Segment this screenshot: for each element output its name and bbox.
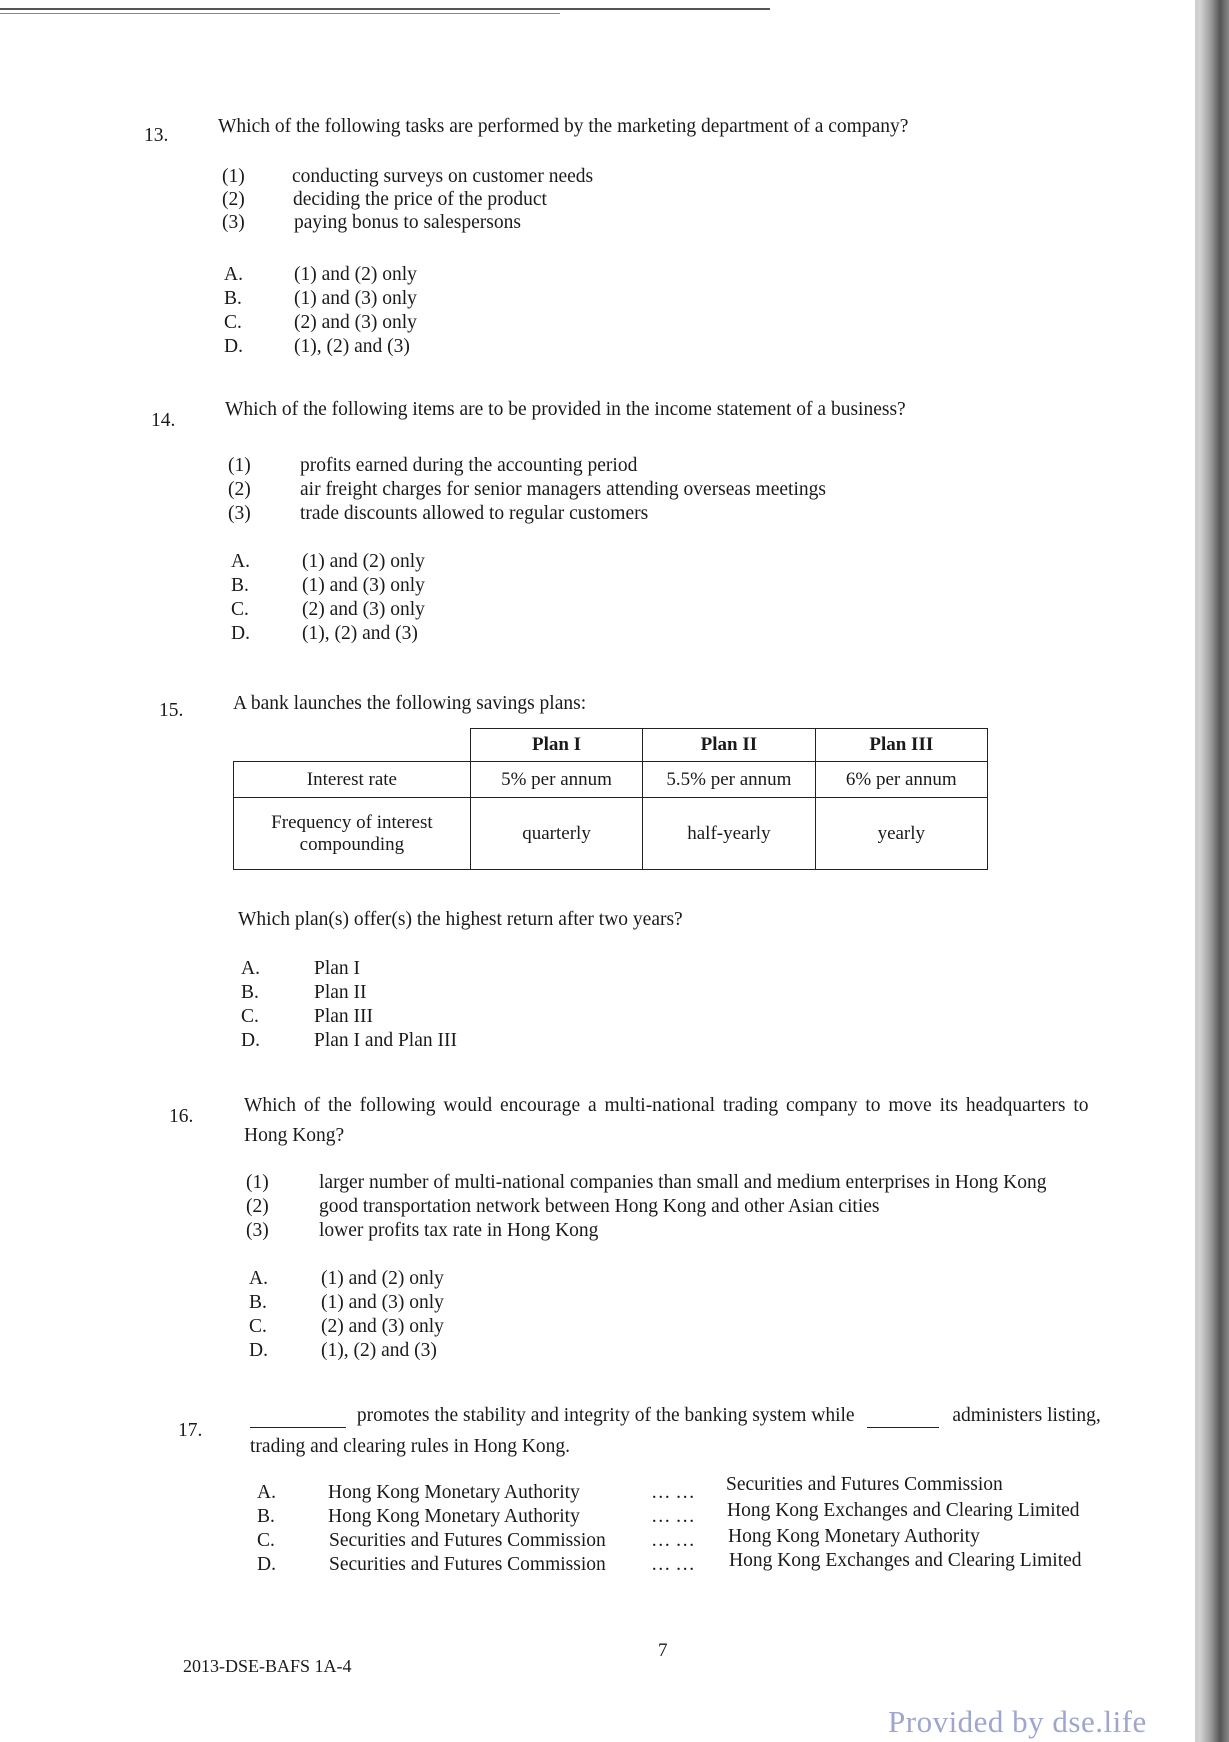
question-sub-stem: Which plan(s) offer(s) the highest return after two years? [238,909,683,930]
option-label: B. [241,982,259,1003]
option-first-body: Hong Kong Monetary Authority [328,1506,580,1527]
question-stem-line: trading and clearing rules in Hong Kong. [250,1436,571,1457]
question-stem: Which of the following items are to be provided in the income statement of a business? [225,399,906,420]
table-cell: 5% per annum [470,762,642,798]
option-text: (1), (2) and (3) [294,336,410,357]
option-second-body: Securities and Futures Commission [726,1474,1003,1495]
option-text: (1), (2) and (3) [321,1340,437,1361]
option-separator: … … [651,1482,695,1503]
statement-label: (1) [246,1172,269,1193]
option-separator: … … [651,1530,695,1551]
table-cell: quarterly [470,798,642,870]
option-text: (1) and (3) only [302,575,425,596]
table-cell: 5.5% per annum [643,762,815,798]
row-label-line: compounding [299,833,405,855]
option-label: C. [241,1006,259,1027]
option-text: (1) and (3) only [321,1292,444,1313]
statement-label: (2) [222,189,245,210]
option-text: (2) and (3) only [321,1316,444,1337]
option-first-body: Securities and Futures Commission [329,1530,606,1551]
option-separator: … … [651,1506,695,1527]
question-number: 17. [178,1420,203,1441]
option-text: (1) and (2) only [302,551,425,572]
question-stem: Which of the following tasks are performed by the marketing department of a company? [218,116,909,137]
stem-text: promotes the stability and integrity of the banking system while [356,1405,855,1426]
option-text: (2) and (3) only [302,599,425,620]
table-header: Plan II [643,729,815,762]
option-text: Plan III [314,1006,374,1027]
statement-text: lower profits tax rate in Hong Kong [319,1220,599,1241]
top-rule [0,8,770,10]
option-text: (2) and (3) only [294,312,417,333]
option-text: (1), (2) and (3) [302,623,418,644]
option-label: B. [257,1506,275,1527]
option-first-body: Hong Kong Monetary Authority [328,1482,580,1503]
option-label: D. [231,623,250,644]
statement-text: profits earned during the accounting period [300,455,638,476]
row-label [234,798,471,870]
option-label: C. [224,312,242,333]
statement-text: good transportation network between Hong Kong and other Asian cities [319,1196,880,1217]
statement-label: (2) [228,479,251,500]
option-text: Plan I and Plan III [314,1030,457,1051]
statement-text: paying bonus to salespersons [294,212,521,233]
statement-text: air freight charges for senior managers attending overseas meetings [300,479,826,500]
question-number: 13. [144,125,169,146]
option-label: B. [224,288,242,309]
table-header: Plan III [815,729,987,762]
answer-blank [867,1405,939,1428]
statement-label: (2) [246,1196,269,1217]
top-rule-secondary [0,13,560,14]
page-number: 7 [658,1640,668,1661]
question-number: 15. [159,700,184,721]
statement-text: trade discounts allowed to regular customers [300,503,649,524]
option-label: A. [224,264,243,285]
option-second-body: Hong Kong Exchanges and Clearing Limited [729,1550,1082,1571]
table-cell: 6% per annum [815,762,987,798]
option-label: B. [231,575,249,596]
statement-label: (3) [246,1220,269,1241]
watermark: Provided by dse.life [888,1704,1147,1739]
option-label: C. [257,1530,275,1551]
statement-text: conducting surveys on customer needs [292,166,594,187]
statement-text: larger number of multi-national companies than small and medium enterprises in Hong Kong [319,1172,1047,1193]
scan-edge [1199,0,1229,1742]
option-label: A. [257,1482,276,1503]
option-label: C. [231,599,249,620]
question-stem-line: Which of the following would encourage a multi-national trading company to move its headquarters to [244,1095,1089,1116]
question-stem-line: Hong Kong? [244,1125,345,1146]
option-second-body: Hong Kong Exchanges and Clearing Limited [727,1500,1080,1521]
option-label: C. [249,1316,267,1337]
answer-blank [250,1405,346,1428]
row-label: Interest rate [234,762,471,798]
option-first-body: Securities and Futures Commission [329,1554,606,1575]
option-label: A. [241,958,260,979]
stem-text: administers listing, [952,1405,1101,1426]
paper-code: 2013-DSE-BAFS 1A-4 [183,1656,352,1676]
statement-label: (1) [222,166,245,187]
statement-label: (1) [228,455,251,476]
table-cell: yearly [815,798,987,870]
question-number: 16. [169,1106,194,1127]
table-corner [234,729,471,762]
option-text: (1) and (2) only [321,1268,444,1289]
option-label: D. [257,1554,276,1575]
option-text: (1) and (2) only [294,264,417,285]
option-label: A. [249,1268,268,1289]
option-text: Plan I [314,958,361,979]
option-label: D. [249,1340,268,1361]
statement-label: (3) [228,503,251,524]
table-header: Plan I [470,729,642,762]
statement-label: (3) [222,212,245,233]
option-label: D. [241,1030,260,1051]
row-label-line: Frequency of interest [271,811,433,833]
option-label: A. [231,551,250,572]
question-stem-line [250,1405,1101,1428]
table-cell: half-yearly [643,798,815,870]
statement-text: deciding the price of the product [293,189,547,210]
option-label: B. [249,1292,267,1313]
option-second-body: Hong Kong Monetary Authority [728,1526,980,1547]
question-stem: A bank launches the following savings plans: [233,693,587,714]
savings-plans-table [233,728,988,870]
question-number: 14. [151,410,176,431]
option-text: (1) and (3) only [294,288,417,309]
option-text: Plan II [314,982,367,1003]
option-separator: … … [651,1554,695,1575]
option-label: D. [224,336,243,357]
